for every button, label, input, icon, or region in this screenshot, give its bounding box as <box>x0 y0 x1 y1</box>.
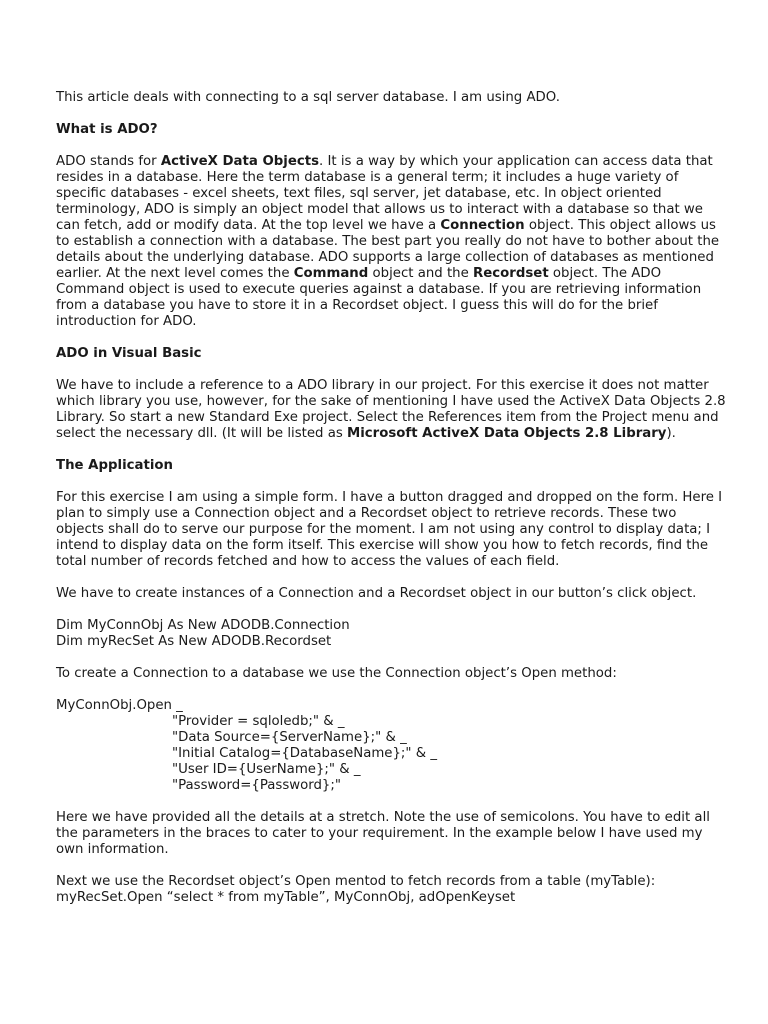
heading-ado-in-visual-basic: ADO in Visual Basic <box>56 346 202 361</box>
code-line: "Initial Catalog={DatabaseName};" & _ <box>172 746 438 761</box>
recordset-open-block <box>56 874 728 906</box>
code-line: "Password={Password};" <box>172 778 341 793</box>
code-line: "User ID={UserName};" & _ <box>172 762 361 777</box>
text-run: object. This object allows us to establish a connection with a database. The best part you really do not have to bother about the details about the underlying database. ADO supports a large collection of databases as mentioned earlier. At the next level comes the <box>56 218 720 281</box>
text-run: We have to include a reference to a ADO library in our project. For this exercise it does not matter which library you use, however, for the sake of mentioning I have used the ActiveX Data Objects 2.8 Library. So start a new Standard Exe project. Select the References item from the Project menu and select the necessary dll. (It will be listed as <box>56 378 726 441</box>
intro-paragraph: This article deals with connecting to a sql server database. I am using ADO. <box>56 90 560 105</box>
heading-what-is-ado: What is ADO? <box>56 122 158 137</box>
text-run: ADO stands for <box>56 154 161 169</box>
code-line: "Data Source={ServerName};" & _ <box>172 730 407 745</box>
open-code-block <box>56 698 728 794</box>
code-line: myRecSet.Open “select * from myTable”, MyConnObj, adOpenKeyset <box>56 890 516 905</box>
code-line: Dim MyConnObj As New ADODB.Connection <box>56 618 350 633</box>
application-paragraph-4: Here we have provided all the details at a stretch. Note the use of semicolons. You have to edit all the parameters in the braces to cater to your requirement. In the example below I have used my own information. <box>56 810 710 857</box>
text-run: object. The ADO Command object is used to execute queries against a database. If you are retrieving information from a database you have to store it in a Recordset object. I guess this will do for the brief introduction for ADO. <box>56 266 702 329</box>
code-line: MyConnObj.Open _ <box>56 698 183 713</box>
application-paragraph-2: We have to create instances of a Connection and a Recordset object in our button’s click object. <box>56 586 697 601</box>
text-line: Next we use the Recordset object’s Open mentod to fetch records from a table (myTable): <box>56 874 656 889</box>
ado-in-vb-paragraph <box>56 378 728 442</box>
what-is-ado-paragraph <box>56 154 728 330</box>
text-run: object and the <box>368 266 474 281</box>
dim-code-block <box>56 618 728 650</box>
term-command: Command <box>293 266 369 281</box>
application-paragraph-1: For this exercise I am using a simple form. I have a button dragged and dropped on the form. Here I plan to simply use a Connection object and a Recordset object to retrieve records. These two objects shall do to serve our purpose for the moment. I am not using any control to display data; I intend to display data on the form itself. This exercise will show you how to fetch records, find the total number of records fetched and how to access the values of each field. <box>56 490 723 569</box>
application-paragraph-3: To create a Connection to a database we use the Connection object’s Open method: <box>56 666 617 681</box>
text-run: . It is a way by which your application can access data that resides in a database. Here the term database is a general term; it includes a huge variety of specific databases - excel sheets, text files, sql server, jet database, etc. In object oriented terminology, ADO is simply an object model that allows us to interact with a database so that we can fetch, add or modify data. At the top level we have a <box>56 154 713 233</box>
code-line: "Provider = sqloledb;" & _ <box>172 714 345 729</box>
text-run: ). <box>666 426 676 441</box>
term-library-name: Microsoft ActiveX Data Objects 2.8 Library <box>347 426 667 441</box>
term-activex-data-objects: ActiveX Data Objects <box>160 154 320 169</box>
term-recordset: Recordset <box>473 266 549 281</box>
term-connection: Connection <box>440 218 525 233</box>
code-line: Dim myRecSet As New ADODB.Recordset <box>56 634 332 649</box>
heading-the-application: The Application <box>56 458 173 473</box>
